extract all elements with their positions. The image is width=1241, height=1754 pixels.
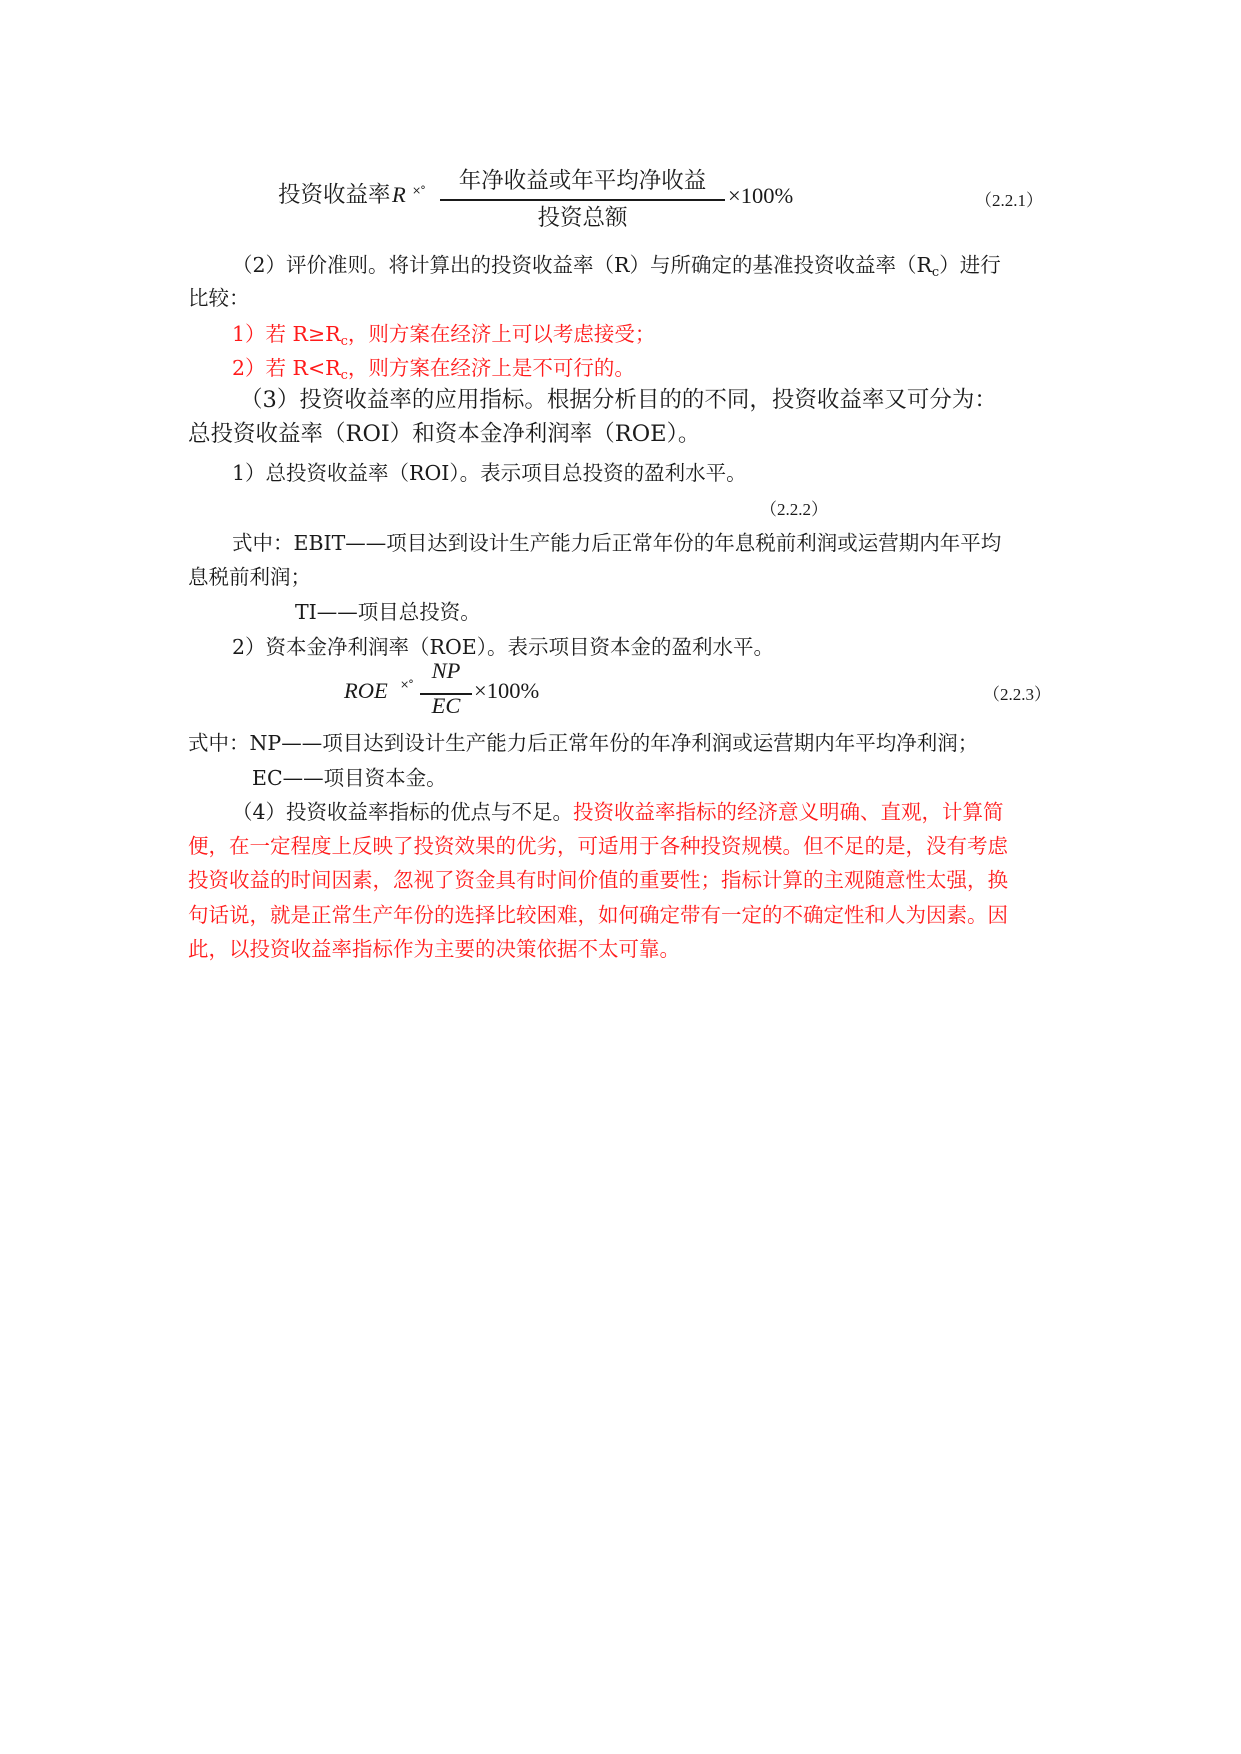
- equation-number: （2.2.1）: [975, 191, 1043, 210]
- roe-item: 2）资本金净利润率（ROE）。表示项目资本金的盈利水平。: [232, 635, 774, 659]
- rule-1: [232, 319, 655, 357]
- rule-2-text: 2）若 R<R: [232, 356, 341, 380]
- section-4-line2: 便，在一定程度上反映了投资效果的优劣，可适用于各种投资规模。但不足的是，没有考虑: [188, 834, 1008, 858]
- subscript-c: c: [931, 265, 940, 280]
- section-4-line1: [232, 797, 1004, 827]
- equals-symbol: ×°: [412, 184, 425, 197]
- where-ec: EC——项目资本金。: [252, 766, 447, 790]
- where-ti: TI——项目总投资。: [295, 600, 481, 624]
- where-ebit: 式中：EBIT——项目达到设计生产能力后正常年份的年息税前利润或运营期内年平均: [232, 531, 1002, 555]
- where-ebit-cont: 息税前利润；: [188, 565, 311, 589]
- formula-roe-lhs: ROE: [344, 678, 388, 703]
- formula-np: NP: [431, 658, 461, 683]
- subscript-c: c: [340, 368, 348, 383]
- rule-1-text-end: ，则方案在经济上可以考虑接受；: [347, 322, 656, 346]
- formula-ec: EC: [431, 693, 461, 718]
- rule-1-text: 1）若 R≥R: [232, 322, 341, 346]
- section-4-red1: 投资收益率指标的经济意义明确、直观，计算简: [573, 800, 1004, 824]
- criteria-text: （2）评价准则。将计算出的投资收益率（R）与所确定的基准投资收益率（R: [232, 253, 932, 277]
- subscript-c: c: [340, 334, 348, 349]
- equation-number-2-2-2: （2.2.2）: [760, 500, 828, 519]
- formula-denominator: 投资总额: [537, 205, 628, 231]
- section-4-head: （4）投资收益率指标的优点与不足。: [232, 800, 574, 824]
- roi-item: 1）总投资收益率（ROI）。表示项目总投资的盈利水平。: [232, 461, 747, 485]
- formula-times: ×100%: [474, 678, 540, 703]
- section-4-line5: 此，以投资收益率指标作为主要的决策依据不太可靠。: [188, 937, 680, 961]
- criteria-line2: 比较：: [188, 286, 250, 310]
- section-3-line1: （3）投资收益率的应用指标。根据分析目的的不同，投资收益率又可分为：: [240, 387, 997, 413]
- section-3-line2: 总投资收益率（ROI）和资本金净利润率（ROE）。: [188, 421, 701, 447]
- formula-times: ×100%: [728, 183, 794, 208]
- where-np: 式中：NP——项目达到设计生产能力后正常年份的年净利润或运营期内年平均净利润；: [188, 731, 979, 755]
- equation-number-2-2-3: （2.2.3）: [983, 685, 1051, 704]
- section-4-line3: 投资收益的时间因素，忽视了资金具有时间价值的重要性；指标计算的主观随意性太强，换: [188, 868, 1008, 892]
- formula-numerator: 年净收益或年平均净收益: [458, 168, 707, 194]
- criteria-text-end: ）进行: [939, 253, 1001, 277]
- equals-symbol: ×°: [400, 678, 413, 691]
- rule-2-text-end: ，则方案在经济上是不可行的。: [347, 356, 635, 380]
- criteria-line1: [232, 250, 1001, 288]
- formula-lhs: 投资收益率: [278, 182, 391, 208]
- section-4-line4: 句话说，就是正常生产年份的选择比较困难，如何确定带有一定的不确定性和人为因素。因: [188, 903, 1008, 927]
- formula-var: R: [392, 182, 406, 207]
